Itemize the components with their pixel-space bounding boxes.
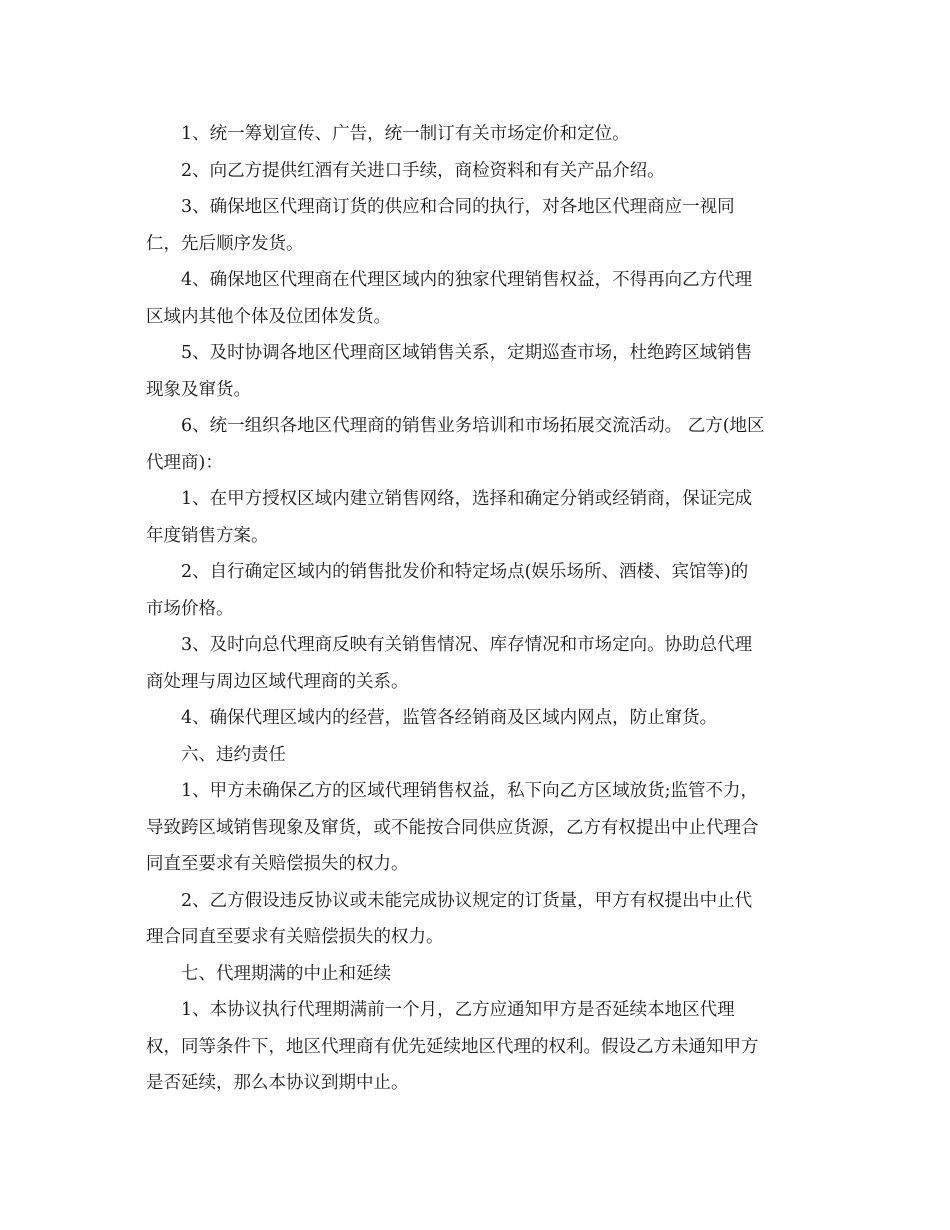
paragraph	[146, 554, 806, 627]
paragraph-continuation-line: 仁，先后顺序发货。	[146, 233, 304, 254]
paragraph-continuation-line: 代理商)：	[146, 452, 223, 473]
paragraph-first-line: 2、向乙方提供红酒有关进口手续，商检资料和有关产品介绍。	[181, 160, 665, 181]
paragraph-continuation-line: 权，同等条件下，地区代理商有优先延续地区代理的权利。假设乙方未通知甲方	[146, 1036, 759, 1057]
paragraph-continuation-line: 现象及窜货。	[146, 379, 251, 400]
paragraph	[146, 992, 806, 1102]
paragraph-first-line: 六、违约责任	[181, 744, 286, 765]
paragraph-first-line: 5、及时协调各地区代理商区域销售关系，定期巡查市场，杜绝跨区域销售	[181, 343, 753, 363]
paragraph-first-line: 1、统一筹划宣传、广告，统一制订有关市场定价和定位。	[181, 124, 630, 144]
paragraph	[146, 883, 806, 956]
paragraph-continuation-line: 区域内其他个体及位团体发货。	[146, 306, 391, 327]
paragraph-first-line: 4、确保代理区域内的经营，监管各经销商及区域内网点，防止窜货。	[181, 708, 718, 728]
paragraph	[146, 335, 806, 408]
paragraph-first-line: 1、在甲方授权区域内建立销售网络，选择和确定分销或经销商，保证完成	[181, 489, 753, 509]
paragraph-first-line: 七、代理期满的中止和延续	[181, 963, 391, 984]
paragraph-continuation-line: 市场价格。	[146, 598, 234, 619]
paragraph-first-line: 4、确保地区代理商在代理区域内的独家代理销售权益，不得再向乙方代理	[181, 270, 753, 290]
paragraph	[146, 956, 806, 993]
paragraph-continuation-line: 理合同直至要求有关赔偿损失的权力。	[146, 927, 444, 947]
paragraph	[146, 481, 806, 554]
paragraph	[146, 627, 806, 700]
paragraph	[146, 773, 806, 883]
paragraph-continuation-line: 年度销售方案。	[146, 525, 269, 546]
paragraph	[146, 153, 806, 190]
paragraph-first-line: 1、甲方未确保乙方的区域代理销售权益，私下向乙方区域放货;监管不力，	[181, 781, 759, 801]
paragraph	[146, 262, 806, 335]
paragraph-first-line: 3、确保地区代理商订货的供应和合同的执行，对各地区代理商应一视同	[181, 197, 735, 217]
paragraph	[146, 189, 806, 262]
paragraph	[146, 737, 806, 774]
paragraph-continuation-line: 导致跨区域销售现象及窜货，或不能按合同供应货源，乙方有权提出中止代理合	[146, 817, 759, 838]
paragraph-first-line: 6、统一组织各地区代理商的销售业务培训和市场拓展交流活动。 乙方(地区	[181, 416, 765, 436]
paragraph-continuation-line: 是否延续，那么本协议到期中止。	[146, 1073, 409, 1093]
paragraph	[146, 408, 806, 481]
paragraph-first-line: 2、乙方假设违反协议或未能完成协议规定的订货量，甲方有权提出中止代	[181, 890, 753, 911]
paragraph-first-line: 1、本协议执行代理期满前一个月，乙方应通知甲方是否延续本地区代理	[181, 1000, 735, 1020]
paragraph	[146, 116, 806, 153]
paragraph-first-line: 3、及时向总代理商反映有关销售情况、库存情况和市场定向。协助总代理	[181, 635, 753, 655]
paragraph-continuation-line: 同直至要求有关赔偿损失的权力。	[146, 854, 409, 874]
paragraph-first-line: 2、自行确定区域内的销售批发价和特定场点(娱乐场所、酒楼、宾馆等)的	[181, 562, 749, 582]
paragraph-continuation-line: 商处理与周边区域代理商的关系。	[146, 671, 409, 692]
document-body	[146, 116, 806, 1102]
paragraph	[146, 700, 806, 737]
